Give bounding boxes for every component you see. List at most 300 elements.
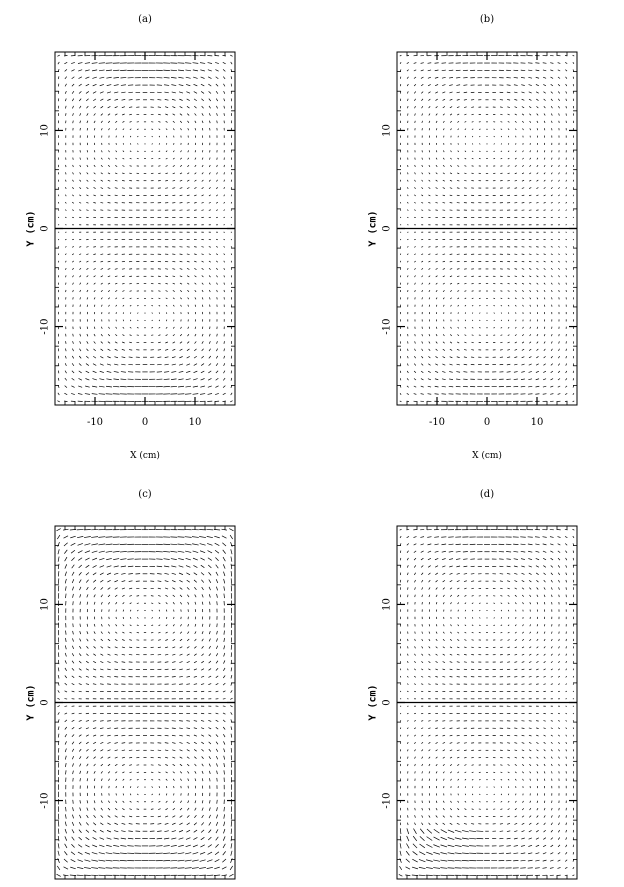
vector-arrow	[72, 749, 74, 752]
vector-arrow	[122, 107, 125, 108]
vector-arrow	[99, 853, 105, 854]
vector-arrow	[436, 624, 437, 626]
vector-arrow	[64, 62, 67, 63]
vector-arrow	[479, 313, 480, 314]
vector-arrow	[550, 537, 554, 538]
vector-arrow	[172, 831, 176, 832]
vector-arrow	[65, 734, 67, 737]
vector-arrow	[194, 728, 197, 729]
vector-arrow	[208, 720, 211, 721]
vector-arrow	[72, 822, 74, 826]
vector-arrow	[231, 84, 232, 87]
vector-arrow	[115, 764, 117, 765]
vector-arrow	[223, 550, 226, 554]
vector-arrow	[529, 676, 532, 677]
vector-arrow	[152, 787, 153, 788]
vector-arrow	[507, 588, 509, 589]
vector-arrow	[530, 772, 531, 774]
vector-arrow	[115, 269, 118, 270]
vector-arrow	[187, 661, 190, 662]
vector-arrow	[566, 195, 567, 196]
vector-arrow	[122, 654, 125, 655]
vector-arrow	[508, 342, 510, 343]
vector-arrow	[178, 868, 185, 869]
vector-arrow	[551, 565, 553, 567]
vector-arrow	[566, 757, 567, 759]
vector-arrow	[522, 158, 523, 159]
vector-arrow	[72, 254, 74, 255]
vector-arrow	[85, 379, 89, 381]
vector-arrow	[407, 713, 408, 714]
vector-arrow	[209, 283, 210, 285]
vector-arrow	[72, 195, 73, 196]
vector-arrow	[435, 70, 439, 71]
vector-arrow	[165, 808, 167, 809]
vector-arrow	[114, 92, 118, 93]
vector-arrow	[195, 150, 196, 152]
vector-arrow	[208, 845, 212, 848]
vector-arrow	[65, 814, 66, 818]
vector-arrow	[201, 565, 205, 567]
vector-arrow	[108, 588, 111, 590]
vector-arrow	[529, 654, 531, 655]
vector-arrow	[65, 579, 66, 583]
vector-arrow	[108, 158, 109, 159]
vector-arrow	[450, 342, 452, 343]
vector-arrow	[201, 379, 205, 381]
vector-arrow	[107, 85, 112, 86]
vector-arrow	[72, 349, 73, 352]
vector-arrow	[216, 829, 218, 833]
vector-arrow	[120, 846, 126, 847]
vector-arrow	[544, 669, 546, 670]
vector-arrow	[166, 632, 168, 633]
vector-arrow	[465, 632, 467, 633]
vector-arrow	[100, 254, 103, 255]
vector-arrow	[558, 84, 560, 86]
vector-arrow	[92, 852, 98, 854]
vector-arrow	[535, 544, 539, 545]
vector-arrow	[170, 860, 177, 861]
vector-arrow	[179, 580, 182, 582]
vector-arrow	[79, 371, 82, 373]
vector-arrow	[223, 84, 224, 87]
vector-arrow	[179, 85, 184, 86]
vector-arrow	[180, 654, 183, 655]
vector-arrow	[165, 342, 168, 343]
vector-arrow	[522, 735, 525, 736]
vector-arrow	[566, 676, 567, 677]
vector-arrow	[443, 283, 445, 284]
vector-arrow	[73, 807, 74, 811]
vector-arrow	[166, 121, 168, 122]
vector-arrow	[558, 742, 559, 744]
vector-arrow	[544, 595, 545, 597]
vector-arrow	[209, 363, 211, 365]
vector-arrow	[408, 180, 409, 182]
vector-arrow	[151, 129, 153, 130]
vector-arrow	[537, 595, 538, 597]
vector-arrow	[508, 595, 510, 596]
vector-arrow	[422, 180, 423, 182]
panel-title: (b)	[479, 14, 495, 25]
vector-arrow	[70, 536, 75, 538]
vector-arrow	[172, 261, 175, 262]
vector-arrow	[231, 652, 232, 656]
vector-arrow	[159, 327, 160, 328]
vector-arrow	[91, 868, 98, 869]
vector-arrow	[414, 551, 416, 553]
vector-arrow	[566, 654, 567, 656]
vector-arrow	[101, 771, 103, 773]
vector-arrow	[536, 742, 538, 743]
vector-arrow	[128, 566, 133, 567]
vector-arrow	[72, 217, 74, 218]
vector-arrow	[436, 121, 437, 123]
vector-arrow	[536, 654, 538, 655]
vector-arrow	[429, 815, 430, 817]
vector-arrow	[158, 588, 161, 589]
vector-arrow	[551, 676, 553, 677]
vector-arrow	[187, 276, 189, 277]
vector-arrow	[414, 713, 416, 714]
vector-arrow	[414, 580, 415, 582]
vector-arrow	[407, 62, 409, 63]
vector-arrow	[536, 735, 538, 736]
vector-arrow	[73, 290, 74, 292]
vector-arrow	[544, 342, 545, 344]
vector-arrow	[208, 676, 211, 677]
vector-arrow	[151, 603, 153, 604]
vector-arrow	[65, 77, 67, 79]
vector-arrow	[222, 859, 226, 862]
vector-arrow	[530, 121, 531, 123]
vector-arrow	[100, 356, 103, 358]
vector-arrow	[108, 298, 109, 299]
vector-arrow	[194, 676, 197, 677]
vector-arrow	[400, 536, 401, 538]
vector-arrow	[172, 364, 176, 365]
vector-arrow	[500, 350, 503, 351]
vector-arrow	[472, 158, 474, 159]
vector-arrow	[57, 401, 59, 402]
vector-arrow	[450, 580, 453, 581]
vector-arrow	[544, 349, 546, 351]
vector-arrow	[457, 166, 459, 167]
vector-arrow	[158, 632, 160, 633]
vector-arrow	[195, 165, 196, 167]
vector-arrow	[180, 349, 183, 350]
vector-arrow	[93, 99, 96, 101]
vector-arrow	[443, 662, 445, 663]
vector-arrow	[428, 84, 431, 85]
vector-arrow	[98, 537, 105, 538]
vector-arrow	[224, 763, 225, 767]
vector-arrow	[172, 99, 176, 100]
vector-arrow	[428, 573, 430, 575]
vector-arrow	[201, 356, 203, 358]
vector-arrow	[536, 77, 539, 78]
vector-arrow	[436, 801, 437, 803]
vector-arrow	[71, 386, 74, 388]
vector-arrow	[208, 837, 211, 840]
vector-arrow	[529, 106, 531, 107]
vector-arrow	[421, 661, 423, 662]
vector-arrow	[84, 867, 91, 868]
vector-arrow	[72, 646, 73, 649]
vector-arrow	[515, 335, 517, 336]
vector-arrow	[194, 823, 197, 825]
vector-arrow	[457, 276, 459, 277]
vector-arrow	[100, 742, 103, 743]
vector-arrow	[536, 684, 539, 685]
vector-arrow	[194, 587, 196, 590]
vector-arrow	[201, 676, 204, 677]
vector-arrow	[565, 393, 567, 394]
vector-arrow	[193, 70, 198, 71]
vector-arrow	[72, 356, 73, 359]
vector-arrow	[101, 342, 103, 344]
vector-arrow	[130, 625, 132, 626]
vector-arrow	[202, 327, 203, 329]
vector-arrow	[522, 580, 525, 581]
vector-arrow	[216, 579, 218, 583]
vector-arrow	[73, 631, 74, 634]
vector-arrow	[166, 166, 168, 167]
vector-arrow	[422, 113, 423, 115]
vector-arrow	[86, 580, 88, 583]
vector-arrow	[428, 544, 432, 545]
vector-arrow	[558, 573, 559, 575]
vector-arrow	[99, 386, 105, 387]
vector-arrow	[573, 706, 574, 707]
vector-arrow	[224, 283, 225, 285]
vector-arrow	[415, 349, 416, 351]
vector-arrow	[457, 173, 459, 174]
vector-arrow	[137, 617, 138, 618]
vector-arrow	[116, 128, 117, 130]
vector-arrow	[217, 172, 218, 174]
vector-arrow	[443, 327, 444, 329]
vector-arrow	[186, 830, 190, 832]
vector-arrow	[536, 386, 540, 387]
vector-arrow	[107, 580, 110, 582]
vector-arrow	[208, 558, 212, 561]
vector-arrow	[501, 298, 503, 299]
vector-arrow	[529, 188, 531, 189]
vector-arrow	[522, 816, 524, 818]
vector-arrow	[209, 290, 210, 292]
vector-arrow	[209, 654, 211, 656]
vector-arrow	[66, 283, 67, 285]
vector-arrow	[93, 565, 97, 567]
vector-arrow	[231, 564, 232, 569]
vector-arrow	[436, 356, 438, 358]
vector-arrow	[195, 121, 196, 123]
vector-arrow	[573, 386, 574, 388]
vector-arrow	[224, 246, 225, 247]
vector-arrow	[508, 632, 510, 633]
vector-arrow	[165, 639, 168, 640]
vector-arrow	[116, 610, 117, 612]
vector-arrow	[65, 187, 66, 189]
vector-arrow	[172, 677, 176, 678]
vector-arrow	[536, 195, 538, 196]
vector-arrow	[101, 195, 104, 196]
vector-arrow	[450, 195, 453, 196]
vector-arrow	[202, 165, 203, 167]
vector-arrow	[479, 610, 480, 611]
vector-arrow	[551, 364, 553, 366]
vector-arrow	[507, 750, 510, 751]
vector-arrow	[209, 639, 210, 642]
vector-arrow	[543, 364, 545, 366]
vector-arrow	[450, 261, 453, 262]
vector-arrow	[173, 334, 175, 335]
vector-arrow	[414, 669, 415, 670]
vector-arrow	[64, 550, 67, 554]
vector-arrow	[500, 107, 503, 108]
vector-arrow	[93, 349, 95, 351]
vector-arrow	[202, 808, 203, 811]
vector-arrow	[216, 572, 218, 576]
vector-arrow	[450, 647, 452, 648]
vector-arrow	[472, 291, 474, 292]
vector-arrow	[115, 662, 118, 663]
vector-arrow	[188, 801, 189, 803]
vector-arrow	[166, 786, 167, 788]
vector-arrow	[101, 779, 102, 781]
vector-arrow	[422, 771, 423, 773]
vector-arrow	[86, 749, 88, 751]
vector-arrow	[528, 386, 532, 387]
vector-arrow	[158, 823, 162, 824]
vector-arrow	[94, 150, 95, 152]
vector-arrow	[79, 691, 82, 692]
vector-arrow	[535, 537, 540, 538]
vector-arrow	[429, 128, 430, 130]
vector-arrow	[166, 335, 168, 336]
vector-arrow	[137, 328, 139, 329]
vector-arrow	[449, 566, 452, 567]
vector-arrow	[543, 84, 546, 85]
vector-arrow	[456, 566, 460, 567]
vector-arrow	[551, 187, 552, 188]
vector-arrow	[201, 749, 203, 751]
vector-arrow	[436, 342, 437, 344]
y-tick-label: 0	[381, 225, 393, 232]
vector-arrow	[173, 114, 175, 115]
vector-arrow	[573, 401, 575, 402]
vector-arrow	[449, 386, 453, 387]
vector-arrow	[472, 298, 474, 299]
vector-arrow	[187, 654, 190, 655]
vector-arrow	[508, 121, 510, 122]
vector-arrow	[231, 393, 232, 395]
vector-arrow	[443, 580, 445, 582]
vector-arrow	[515, 639, 517, 640]
vector-arrow	[551, 121, 552, 123]
vector-arrow	[407, 195, 408, 196]
vector-arrow	[65, 586, 66, 590]
vector-arrow	[436, 779, 437, 781]
vector-arrow	[407, 77, 408, 79]
vector-arrow	[158, 100, 162, 101]
vector-arrow	[65, 645, 66, 649]
vector-arrow	[494, 313, 495, 314]
vector-arrow	[180, 269, 183, 270]
vector-arrow	[543, 70, 546, 71]
vector-arrow	[79, 106, 81, 108]
vector-arrow	[201, 77, 205, 79]
vector-arrow	[407, 580, 408, 582]
vector-arrow	[214, 867, 219, 869]
vector-arrow	[442, 728, 445, 729]
vector-arrow	[173, 779, 174, 781]
vector-arrow	[429, 595, 430, 597]
panel-c	[26, 489, 236, 879]
vector-arrow	[173, 595, 175, 597]
vector-arrow	[514, 357, 517, 358]
vector-arrow	[165, 662, 169, 663]
vector-arrow	[101, 647, 103, 649]
panel-d	[368, 489, 578, 879]
vector-arrow	[165, 743, 169, 744]
vector-arrow	[65, 668, 67, 671]
vector-arrow	[536, 364, 539, 365]
vector-arrow	[415, 165, 416, 167]
vector-arrow	[537, 180, 539, 181]
vector-arrow	[428, 735, 430, 736]
vector-arrow	[87, 305, 88, 307]
vector-arrow	[108, 203, 111, 204]
vector-arrow	[158, 757, 161, 758]
vector-arrow	[79, 815, 81, 818]
vector-arrow	[457, 772, 459, 773]
vector-arrow	[107, 573, 111, 575]
vector-arrow	[530, 801, 531, 803]
vector-arrow	[457, 342, 459, 343]
vector-arrow	[223, 564, 225, 568]
vector-arrow	[508, 283, 510, 284]
vector-arrow	[573, 55, 575, 56]
vector-arrow	[166, 158, 168, 159]
vector-arrow	[64, 867, 69, 869]
vector-arrow	[464, 757, 466, 758]
vector-arrow	[421, 77, 424, 78]
vector-arrow	[530, 298, 531, 300]
vector-arrow	[121, 372, 126, 373]
vector-arrow	[465, 327, 466, 328]
vector-arrow	[457, 180, 459, 181]
vector-arrow	[165, 114, 168, 115]
vector-arrow	[166, 291, 168, 292]
vector-arrow	[422, 334, 423, 336]
vector-arrow	[173, 121, 175, 122]
vector-arrow	[115, 647, 118, 648]
vector-arrow	[573, 691, 574, 692]
vector-arrow	[180, 261, 183, 262]
vector-arrow	[195, 778, 196, 781]
vector-arrow	[414, 691, 416, 692]
vector-arrow	[116, 327, 117, 329]
vector-arrow	[72, 653, 74, 656]
vector-arrow	[79, 356, 81, 358]
vector-arrow	[465, 603, 466, 604]
vector-arrow	[179, 364, 183, 365]
vector-arrow	[544, 779, 545, 781]
vector-arrow	[523, 779, 524, 781]
